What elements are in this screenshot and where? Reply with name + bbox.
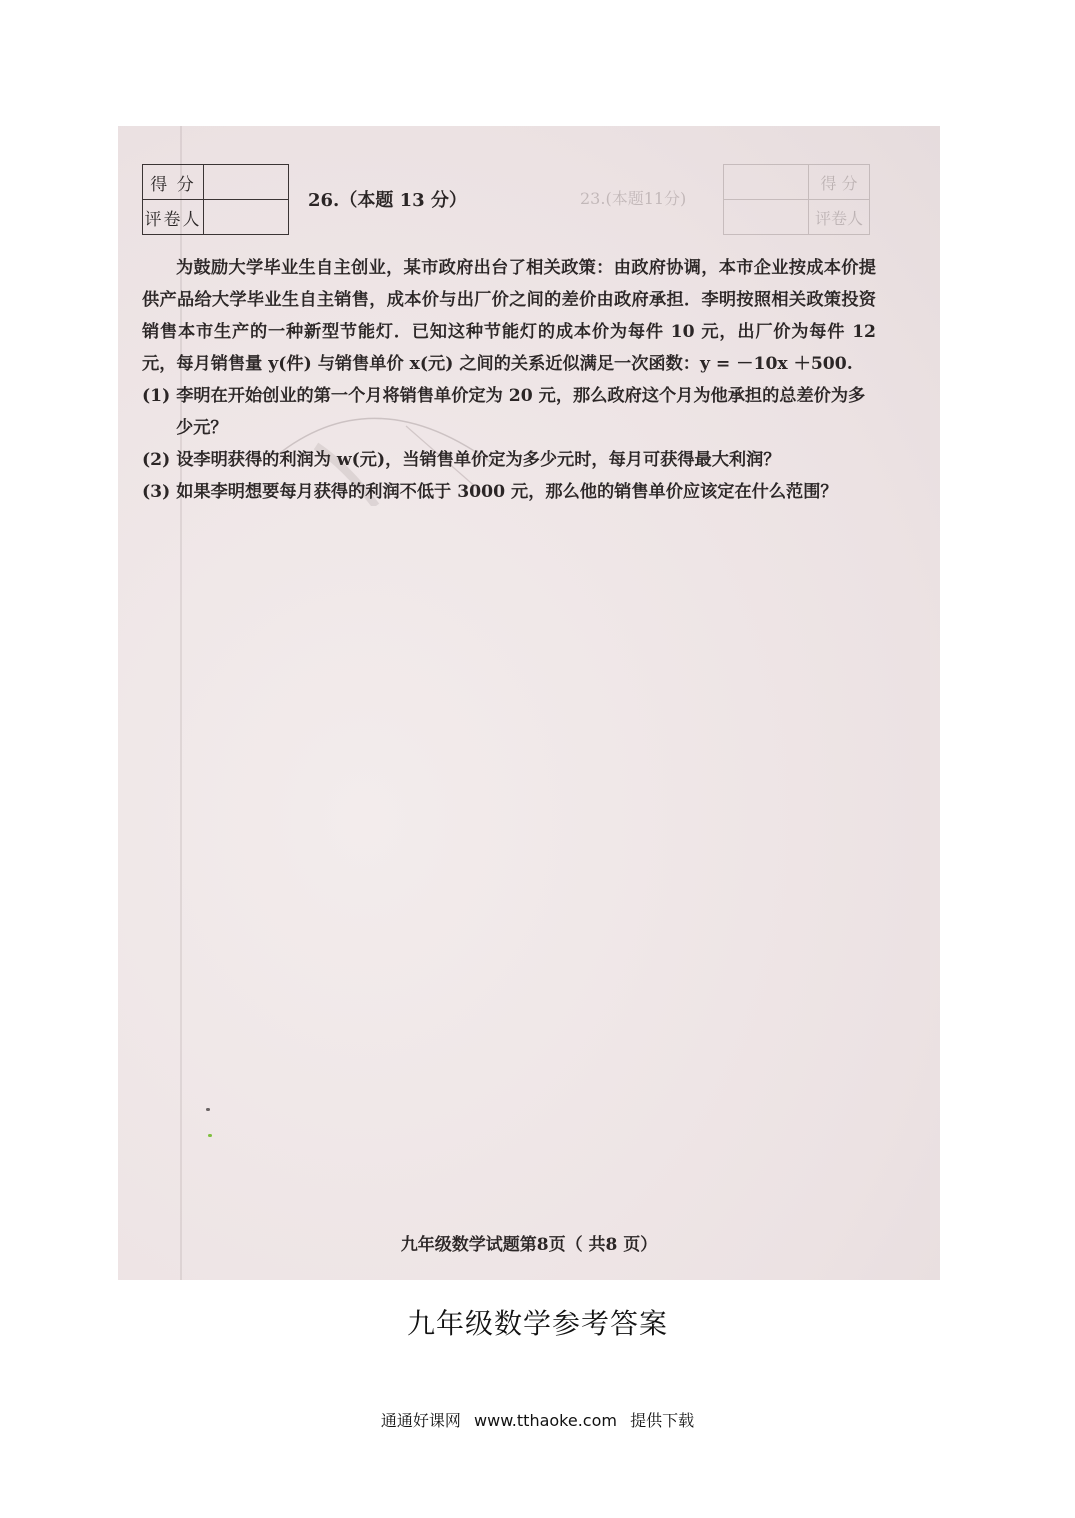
footer-site-name: 通通好课网 — [380, 1411, 461, 1430]
footer-suffix: 提供下载 — [630, 1411, 695, 1430]
bleed-box — [724, 200, 809, 235]
question-title: 26.（本题 13 分） — [308, 190, 467, 211]
bleed-through-score-table — [723, 164, 870, 235]
answer-key-heading: 九年级数学参考答案 — [406, 1307, 668, 1340]
question-part-3: (3) 如果李明想要每月获得的利润不低于 3000 元，那么他的销售单价应该定在什么范围？ — [142, 482, 838, 502]
question-intro: 为鼓励大学毕业生自主创业，某市政府出台了相关政策：由政府协调，本市企业按成本价提供产品给大学毕业生自主销售，成本价与出厂价之间的差价由政府承担．李明按照相关政策投资销售本市生产的一种新型节能灯．已知这种节能灯的成本价为每件 10 元，出厂价为每件 12 元，每月销售量 y(件) 与销售单价 x(元) 之间的关系近似满足一次函数：y = －10x ＋500. — [142, 258, 876, 374]
download-footer — [0, 1408, 1075, 1431]
bleed-box — [724, 165, 809, 200]
score-box — [204, 165, 289, 200]
footer-url-link[interactable]: www.tthaoke.com — [474, 1411, 617, 1430]
question-body — [142, 252, 876, 508]
grader-box — [204, 200, 289, 235]
question-part-2: (2) 设李明获得的利润为 w(元)，当销售单价定为多少元时，每月可获得最大利润？ — [142, 450, 781, 470]
score-label: 得 分 — [143, 165, 204, 200]
grader-label: 评卷人 — [143, 200, 204, 235]
bleed-score-label: 得 分 — [809, 165, 870, 200]
bleed-through-title: 23.(本题11分) — [580, 189, 687, 208]
bleed-grader-label: 评卷人 — [809, 200, 870, 235]
question-part-1: (1) 李明在开始创业的第一个月将销售单价定为 20 元，那么政府这个月为他承担的总差价为多少元？ — [142, 386, 866, 438]
scanned-exam-page — [118, 126, 940, 1280]
exam-page-number: 九年级数学试题第8页（ 共8 页） — [400, 1235, 658, 1255]
scan-speck — [208, 1134, 212, 1137]
scan-speck — [206, 1108, 210, 1111]
score-table — [142, 164, 289, 235]
